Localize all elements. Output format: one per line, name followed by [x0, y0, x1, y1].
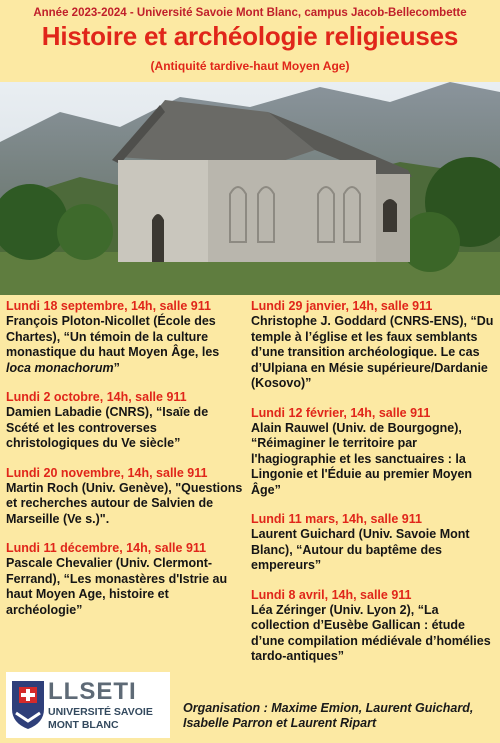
event-title: “Du temple à l’église et les faux semblants d’une transition archéologique. Le cas d’Ulpiana en Mésie supérieure/Dardanie (Kosovo)”	[251, 314, 494, 390]
event-date: Lundi 8 avril, 14h, salle 911	[251, 587, 412, 602]
event-date: Lundi 11 décembre, 14h, salle 911	[6, 541, 207, 555]
event-date: Lundi 20 novembre, 14h, salle 911	[6, 465, 208, 480]
llseti-logo	[6, 672, 170, 738]
event-8-avril	[251, 588, 496, 665]
event-date: Lundi 29 janvier, 14h, salle 911	[251, 299, 433, 313]
event-speaker: Pascale Chevalier (Univ. Clermont-Ferrand),	[6, 556, 213, 586]
event-description	[6, 314, 244, 376]
event-11-mars	[251, 512, 496, 574]
schedule-right-column	[251, 299, 496, 679]
page-title: Histoire et archéologie religieuses	[41, 21, 459, 51]
church-photo	[0, 82, 500, 295]
event-title: “Isaïe de Scété et les controverses christologiques du Ve siècle”	[6, 405, 209, 450]
event-title: “Un témoin de la culture monastique du haut Moyen Âge, les	[6, 329, 220, 359]
event-title-end: ”	[113, 360, 120, 375]
event-description	[6, 481, 244, 528]
event-speaker: Alain Rauwel (Univ. de Bourgogne),	[251, 420, 462, 435]
logo-university-line1: UNIVERSITÉ SAVOIE	[48, 706, 153, 718]
event-date: Lundi 11 mars, 14h, salle 911	[251, 512, 422, 526]
event-description	[251, 603, 496, 665]
event-speaker: Christophe J. Goddard (CNRS-ENS),	[251, 314, 471, 328]
event-speaker: François Ploton-Nicollet (École des Chartes),	[6, 314, 216, 344]
event-29-janvier	[251, 299, 496, 392]
organisation-credits: Organisation : Maxime Emion, Laurent Guichard, Isabelle Parron et Laurent Ripart	[183, 701, 474, 730]
event-description	[251, 421, 496, 499]
event-2-octobre	[6, 390, 244, 452]
event-description	[6, 405, 244, 452]
event-title: “Réimaginer le territoire par l'hagiographie et les sanctuaires : la Lingonie et l'Éduie au premier Moyen Âge”	[251, 436, 473, 497]
event-date: Lundi 2 octobre, 14h, salle 911	[6, 390, 187, 404]
event-description	[251, 527, 496, 574]
event-title-italic: loca monachorum	[6, 360, 114, 375]
event-speaker: Léa Zéringer (Univ. Lyon 2),	[251, 602, 418, 617]
academic-year: Année 2023-2024 - Université Savoie Mont Blanc, campus Jacob-Bellecombette	[33, 7, 467, 19]
event-speaker: Martin Roch (Univ. Genève),	[6, 480, 176, 495]
event-date: Lundi 18 septembre, 14h, salle 911	[6, 299, 211, 313]
event-description	[6, 556, 244, 618]
event-18-septembre	[6, 299, 244, 376]
event-11-decembre	[6, 541, 244, 618]
event-speaker: Laurent Guichard (Univ. Savoie Mont Blanc),	[251, 527, 470, 557]
event-title: “La collection d’Eusèbe Gallican : étude d’une compilation médiévale d’homélies tardo-antiques”	[251, 602, 491, 663]
event-title: "Questions et recherches autour de Salvien de Marseille (Ve s.)".	[6, 480, 243, 526]
event-title: “Autour du baptême des empereurs”	[251, 542, 442, 572]
usmb-shield-icon	[10, 679, 46, 731]
event-12-fevrier	[251, 406, 496, 499]
page-subtitle: (Antiquité tardive-haut Moyen Age)	[150, 59, 350, 73]
logo-university-line2: MONT BLANC	[48, 719, 119, 731]
event-speaker: Damien Labadie (CNRS),	[6, 405, 157, 419]
event-date: Lundi 12 février, 14h, salle 911	[251, 405, 431, 420]
logo-wordmark: LLSETI	[48, 678, 137, 705]
event-20-novembre	[6, 466, 244, 528]
church-illustration	[0, 82, 500, 295]
event-title: “Les monastères d'Istrie au haut Moyen Age, histoire et archéologie”	[6, 571, 228, 617]
schedule-left-column	[6, 299, 244, 632]
header	[0, 0, 500, 82]
event-description	[251, 314, 496, 392]
